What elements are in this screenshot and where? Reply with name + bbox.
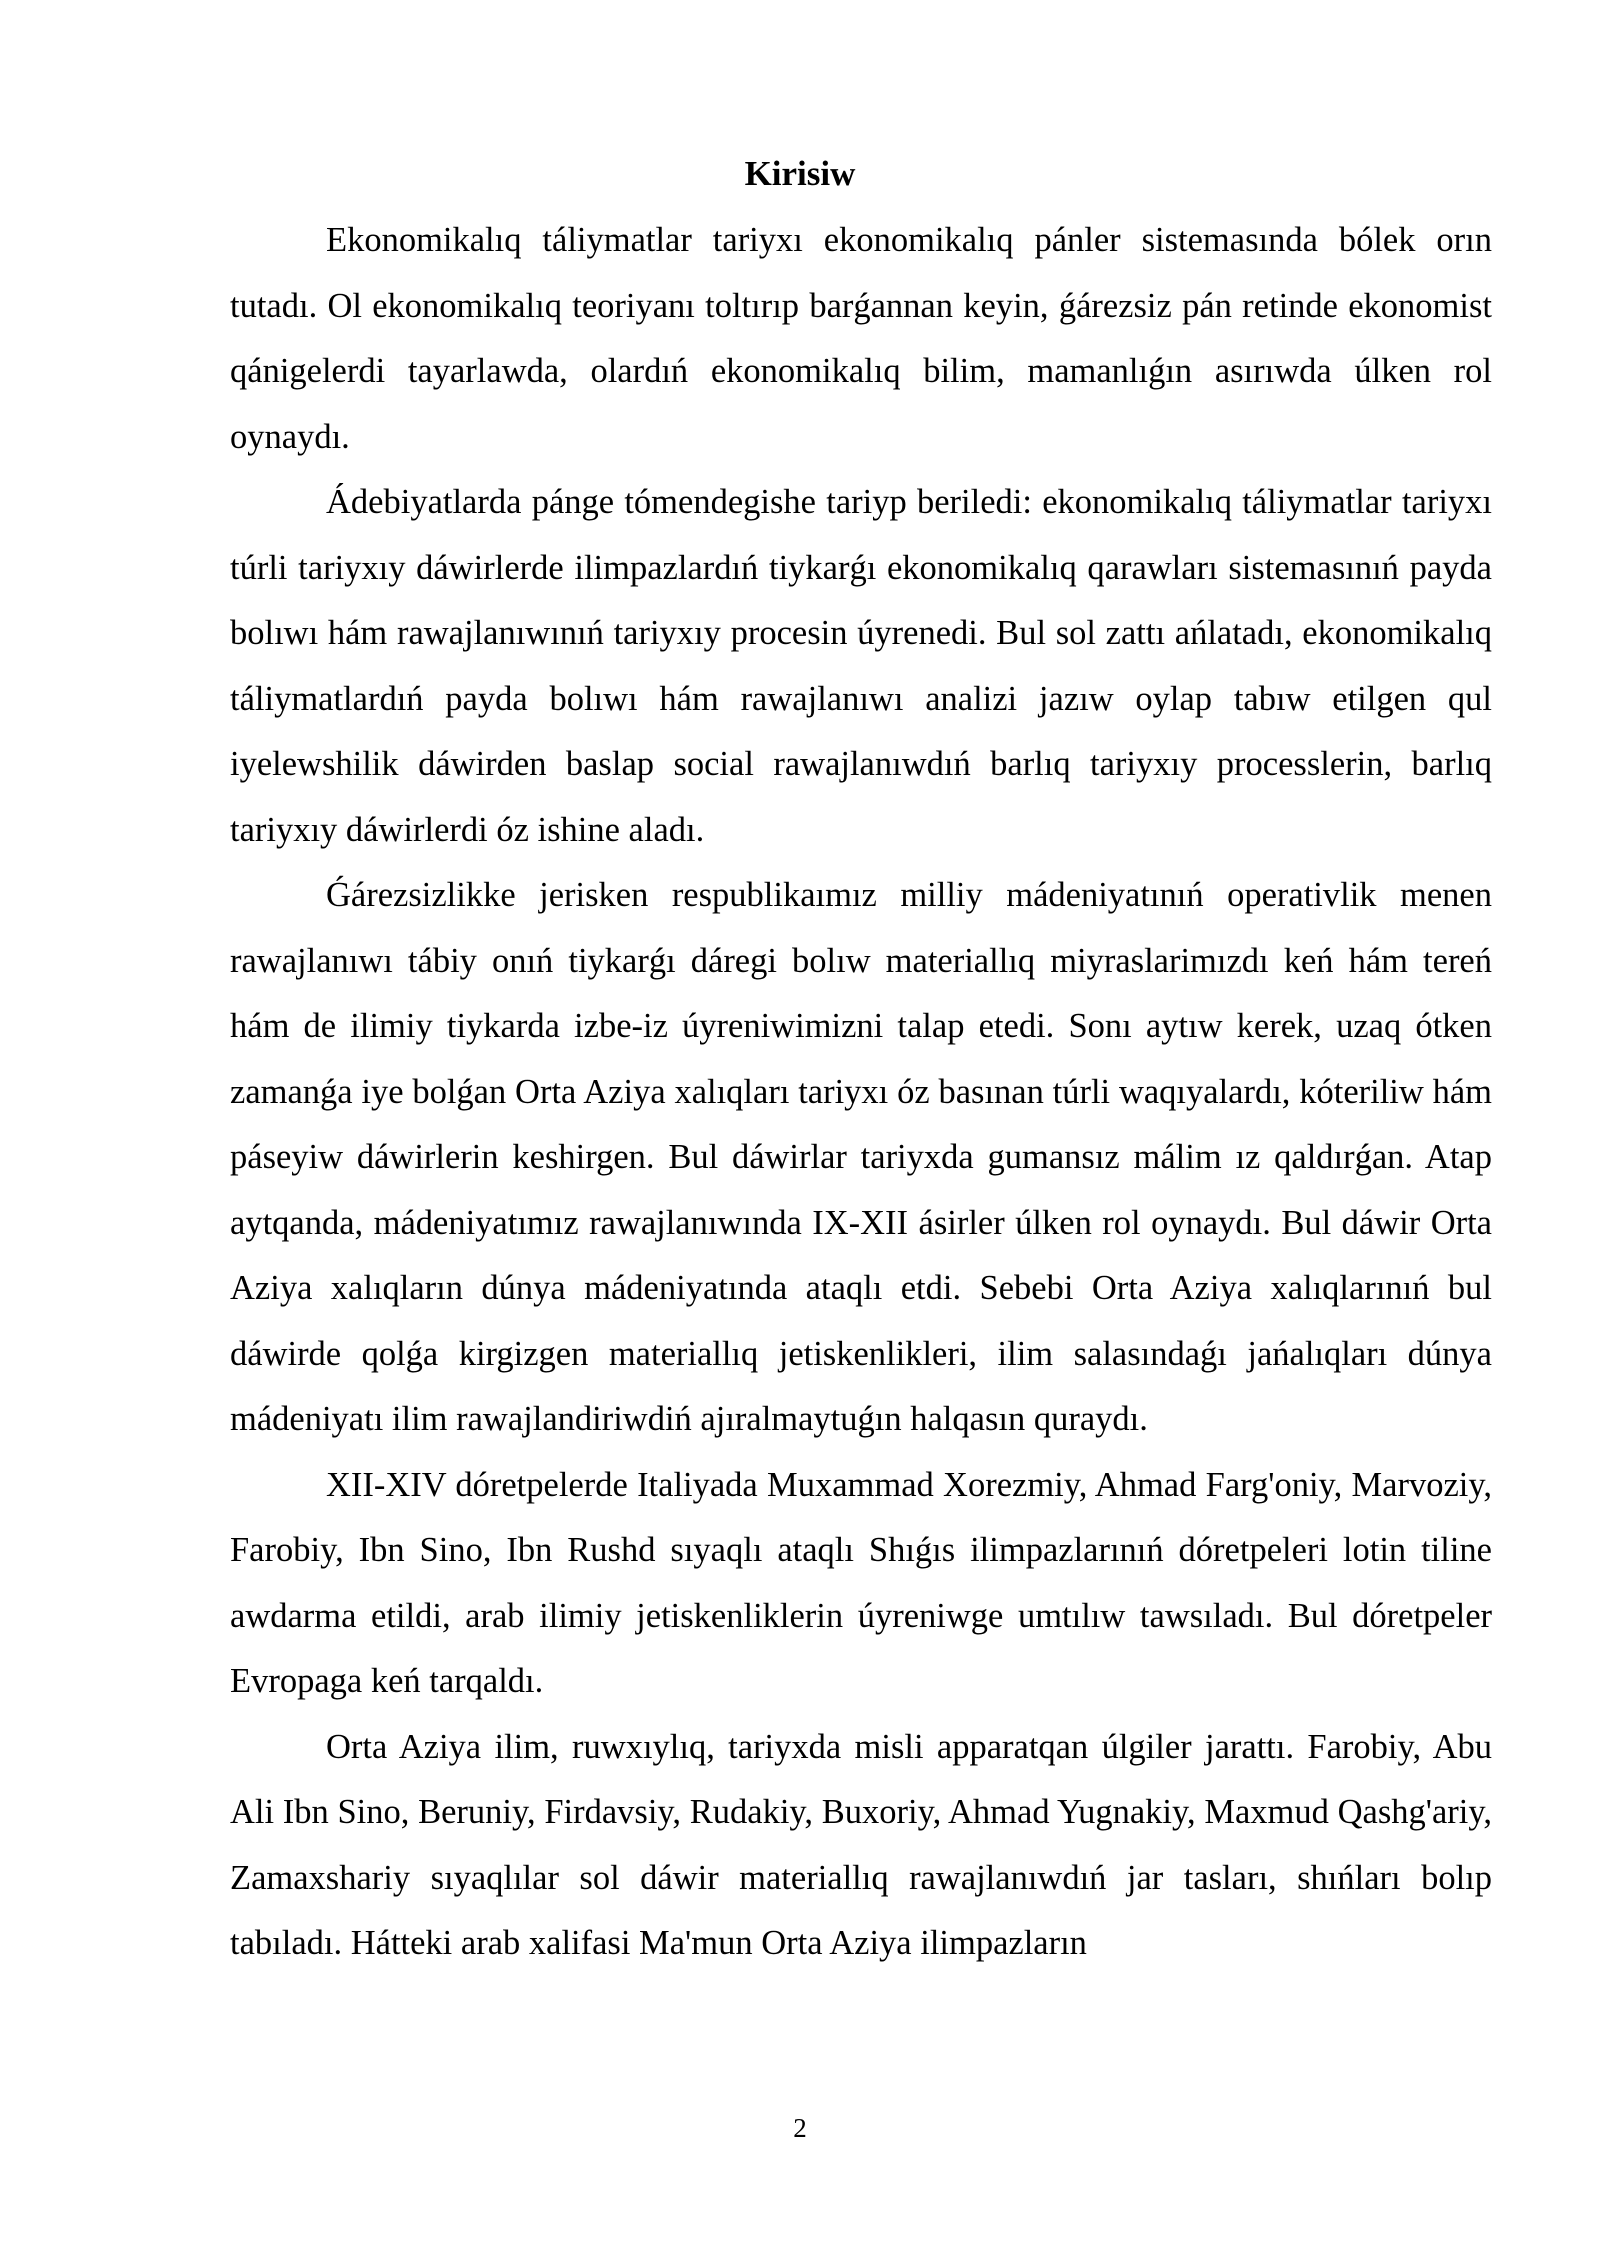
- paragraph-1: Ekonomikalıq táliymatlar tariyxı ekonomikalıq pánler sistemasında bólek orın tutadı. Ol ekonomikalıq teoriyanı toltırıp barǵannan keyin, ǵárezsiz pán retinde ekonomist qánigelerdi tayarlawda, olardıń ekonomikalıq bilim, mamanlıǵın asırıwda úlken rol oynaydı.: [230, 221, 1492, 456]
- paragraph-4: XII-XIV dóretpelerde Italiyada Muxammad Xorezmiy, Ahmad Farg'oniy, Marvoziy, Farobiy, Ibn Sino, Ibn Rushd sıyaqlı ataqlı Shıǵıs ilimpazlarınıń dóretpeleri lotin tiline awdarma etildi, arab ilimiy jetiskenliklerin úyreniwge umtılıw tawsıladı. Bul dóretpeler Evropaga keń tarqaldı.: [230, 1465, 1492, 1700]
- paragraph-5: Orta Aziya ilim, ruwxıylıq, tariyxda misli apparatqan úlgiler jarattı. Farobiy, Abu Ali Ibn Sino, Beruniy, Firdavsiy, Rudakiy, Buxoriy, Ahmad Yugnakiy, Maxmud Qashg'ariy, Zamaxshariy sıyaqlılar sol dáwir materiallıq rawajlanıwdıń jar tasları, shıńları bolıp tabıladı. Hátteki arab xalifasi Ma'mun Orta Aziya ilimpazların: [230, 1727, 1492, 1962]
- paragraph-2: Ádebiyatlarda pánge tómendegishe tariyp beriledi: ekonomikalıq táliymatlar tariyxı túrli tariyxıy dáwirlerde ilimpazlardıń tiykarǵı ekonomikalıq qarawları sistemasınıń payda bolıwı hám rawajlanıwınıń tariyxıy procesin úyrenedi. Bul sol zattı ańlatadı, ekonomikalıq táliymatlardıń payda bolıwı hám rawajlanıwı analizi jazıw oylap tabıw etilgen qul iyelewshilik dáwirden baslap social rawajlanıwdıń barlıq tariyxıy processlerin, barlıq tariyxıy dáwirlerdi óz ishine aladı.: [230, 483, 1492, 849]
- page-number: 2: [793, 2113, 807, 2143]
- paragraph-3: Ǵárezsizlikke jerisken respublikaımız milliy mádeniyatınıń operativlik menen rawajlanıwı tábiy onıń tiykarǵı dáregi bolıw materiallıq miyraslarimızdı keń hám tereń hám de ilimiy tiykarda izbe-iz úyreniwimizni talap etedi. Sonı aytıw kerek, uzaq ótken zamanǵa iye bolǵan Orta Aziya xalıqları tariyxı óz basınan túrli waqıyalardı, kóteriliw hám páseyiw dáwirlerin keshirgen. Bul dáwirlar tariyxda gumansız málim ız qaldırǵan. Atap aytqanda, mádeniyatımız rawajlanıwında IX-XII ásirler úlken rol oynaydı. Bul dáwir Orta Aziya xalıqların dúnya mádeniyatında ataqlı etdi. Sebebi Orta Aziya xalıqlarınıń bul dáwirde qolǵa kirgizgen materiallıq jetiskenlikleri, ilim salasındaǵı jańalıqları dúnya mádeniyatı ilim rawajlandiriwdiń ajıralmaytuǵın halqasın quraydı.: [230, 876, 1492, 1438]
- body-text: [230, 208, 1492, 1977]
- page-title: Kirisiw: [744, 154, 856, 193]
